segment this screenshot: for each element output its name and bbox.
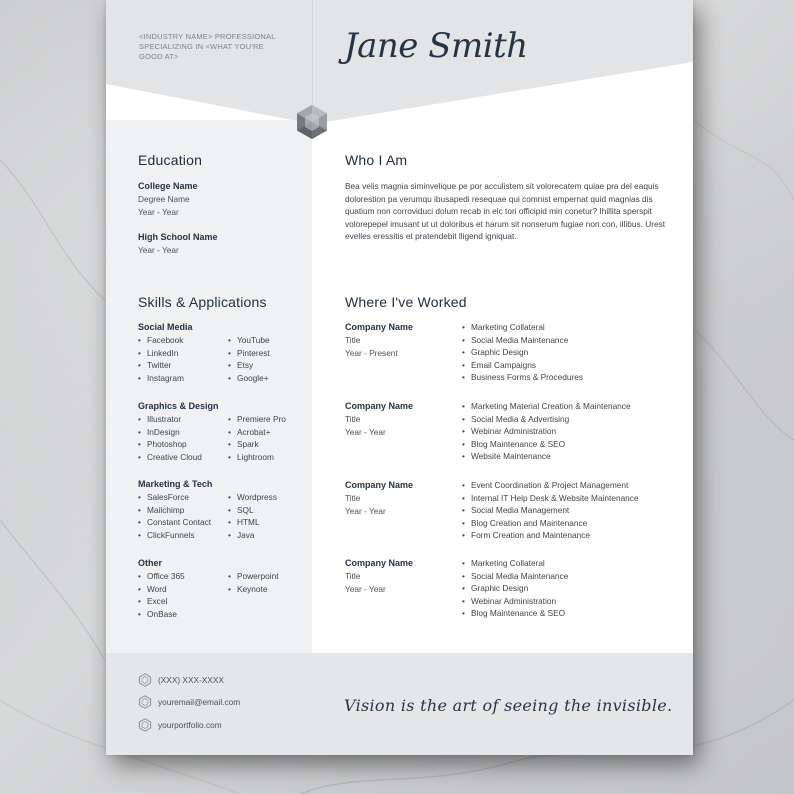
skill-item: • Spark (228, 438, 286, 451)
skill-item: • Creative Cloud (138, 451, 202, 464)
job-company: Company Name (345, 558, 414, 568)
skill-item: • Etsy (228, 359, 270, 372)
job-years: Year - Year (345, 584, 386, 594)
header-divider (312, 0, 313, 110)
skills-group-title: Social Media (138, 322, 193, 332)
job-duties (462, 400, 631, 463)
skill-item: • LinkedIn (138, 347, 184, 360)
hexagon-email-icon (138, 695, 152, 709)
skill-item: • OnBase (138, 608, 185, 621)
skill-item: • Instagram (138, 372, 184, 385)
duty-item: • Social Media Management (462, 504, 639, 517)
duty-item: • Blog Maintenance & SEO (462, 438, 631, 451)
hexagon-phone-icon (138, 673, 152, 687)
skills-list (138, 334, 184, 384)
about-heading: Who I Am (345, 152, 408, 168)
job-years: Year - Year (345, 427, 386, 437)
job-years: Year - Present (345, 348, 398, 358)
skill-item: • ClickFunnels (138, 529, 211, 542)
college-degree: Degree Name (138, 194, 190, 204)
job-title: Title (345, 414, 361, 424)
header-band (106, 0, 693, 135)
skill-item: • Powerpoint (228, 570, 279, 583)
duty-item: • Social Media Maintenance (462, 570, 568, 583)
skill-item: • Office 365 (138, 570, 185, 583)
skills-heading: Skills & Applications (138, 294, 267, 310)
skills-list (228, 413, 286, 463)
phone-text: (XXX) XXX-XXXX (158, 675, 224, 685)
high-school-name: High School Name (138, 232, 218, 242)
skills-list (138, 570, 185, 620)
skill-item: • Illustrator (138, 413, 202, 426)
duty-item: • Website Maintenance (462, 450, 631, 463)
contact-email (138, 695, 240, 709)
skill-item: • Twitter (138, 359, 184, 372)
skill-item: • Acrobat+ (228, 426, 286, 439)
header-tagline: <INDUSTRY NAME> PROFESSIONAL SPECIALIZING IN <WHAT YOU'RE GOOD AT> (139, 32, 276, 61)
duty-item: • Graphic Design (462, 346, 583, 359)
skills-group-title: Graphics & Design (138, 401, 219, 411)
duty-item: • Event Coordination & Project Management (462, 479, 639, 492)
skill-item: • Facebook (138, 334, 184, 347)
college-years: Year - Year (138, 207, 179, 217)
skill-item: • Photoshop (138, 438, 202, 451)
duty-item: • Form Creation and Maintenance (462, 529, 639, 542)
skill-item: • YouTube (228, 334, 270, 347)
duty-item: • Webinar Administration (462, 595, 568, 608)
skill-item: • Lightroom (228, 451, 286, 464)
duty-item: • Internal IT Help Desk & Website Maintenance (462, 492, 639, 505)
skill-item: • Wordpress (228, 491, 277, 504)
portfolio-text: yourportfolio.com (158, 720, 222, 730)
skills-list (228, 334, 270, 384)
about-text: Bea velis magnia siminvelique pe por acculistem sit volorecatem quiae pra del eaquis dolorestion pa verumqu ibusapedi resequae qui comnist empernat quid magnias dis quatium non corroviduci dolum recab in eic tori officipid min conetur? Ihillita sperspit volorepepel imusant ut ut doloribus et harum sit nonserum fugiae non con, illibus. Urest evelles eressitis et pratendebit lligend igniquat. (345, 181, 666, 242)
skills-list (138, 491, 211, 541)
skill-item: • Excel (138, 595, 185, 608)
skill-item: • SalesForce (138, 491, 211, 504)
college-name: College Name (138, 181, 198, 191)
job-duties (462, 321, 583, 384)
duty-item: • Blog Creation and Maintenance (462, 517, 639, 530)
resume-page (106, 0, 693, 755)
duty-item: • Webinar Administration (462, 425, 631, 438)
job-company: Company Name (345, 480, 414, 490)
left-column-panel (106, 120, 312, 653)
contact-phone (138, 673, 224, 687)
job-duties (462, 557, 568, 620)
skills-group-title: Other (138, 558, 163, 568)
job-title: Title (345, 493, 361, 503)
footer-quote: Vision is the art of seeing the invisible. (344, 696, 673, 715)
hexagon-gem-icon (296, 104, 328, 140)
skill-item: • Google+ (228, 372, 270, 385)
skill-item: • Word (138, 583, 185, 596)
skill-item: • Keynote (228, 583, 279, 596)
education-heading: Education (138, 152, 203, 168)
job-company: Company Name (345, 401, 414, 411)
skill-item: • Premiere Pro (228, 413, 286, 426)
candidate-name: Jane Smith (344, 26, 528, 66)
skill-item: • Java (228, 529, 277, 542)
duty-item: • Email Campaigns (462, 359, 583, 372)
job-title: Title (345, 571, 361, 581)
duty-item: • Marketing Material Creation & Maintenance (462, 400, 631, 413)
contact-portfolio (138, 718, 222, 732)
duty-item: • Blog Maintenance & SEO (462, 607, 568, 620)
skills-list (138, 413, 202, 463)
skill-item: • Mailchimp (138, 504, 211, 517)
work-heading: Where I've Worked (345, 294, 467, 310)
job-title: Title (345, 335, 361, 345)
skill-item: • InDesign (138, 426, 202, 439)
duty-item: • Marketing Collateral (462, 321, 583, 334)
high-school-years: Year - Year (138, 245, 179, 255)
skills-list (228, 570, 279, 595)
duty-item: • Marketing Collateral (462, 557, 568, 570)
skill-item: • Constant Contact (138, 516, 211, 529)
job-years: Year - Year (345, 506, 386, 516)
duty-item: • Business Forms & Procedures (462, 371, 583, 384)
job-duties (462, 479, 639, 542)
job-company: Company Name (345, 322, 414, 332)
skills-group-title: Marketing & Tech (138, 479, 213, 489)
duty-item: • Social Media Maintenance (462, 334, 583, 347)
duty-item: • Social Media & Advertising (462, 413, 631, 426)
duty-item: • Graphic Design (462, 582, 568, 595)
skill-item: • HTML (228, 516, 277, 529)
email-text: youremail@email.com (158, 697, 241, 707)
hexagon-web-icon (138, 718, 152, 732)
skill-item: • Pinterest (228, 347, 270, 360)
skills-list (228, 491, 277, 541)
skill-item: • SQL (228, 504, 277, 517)
